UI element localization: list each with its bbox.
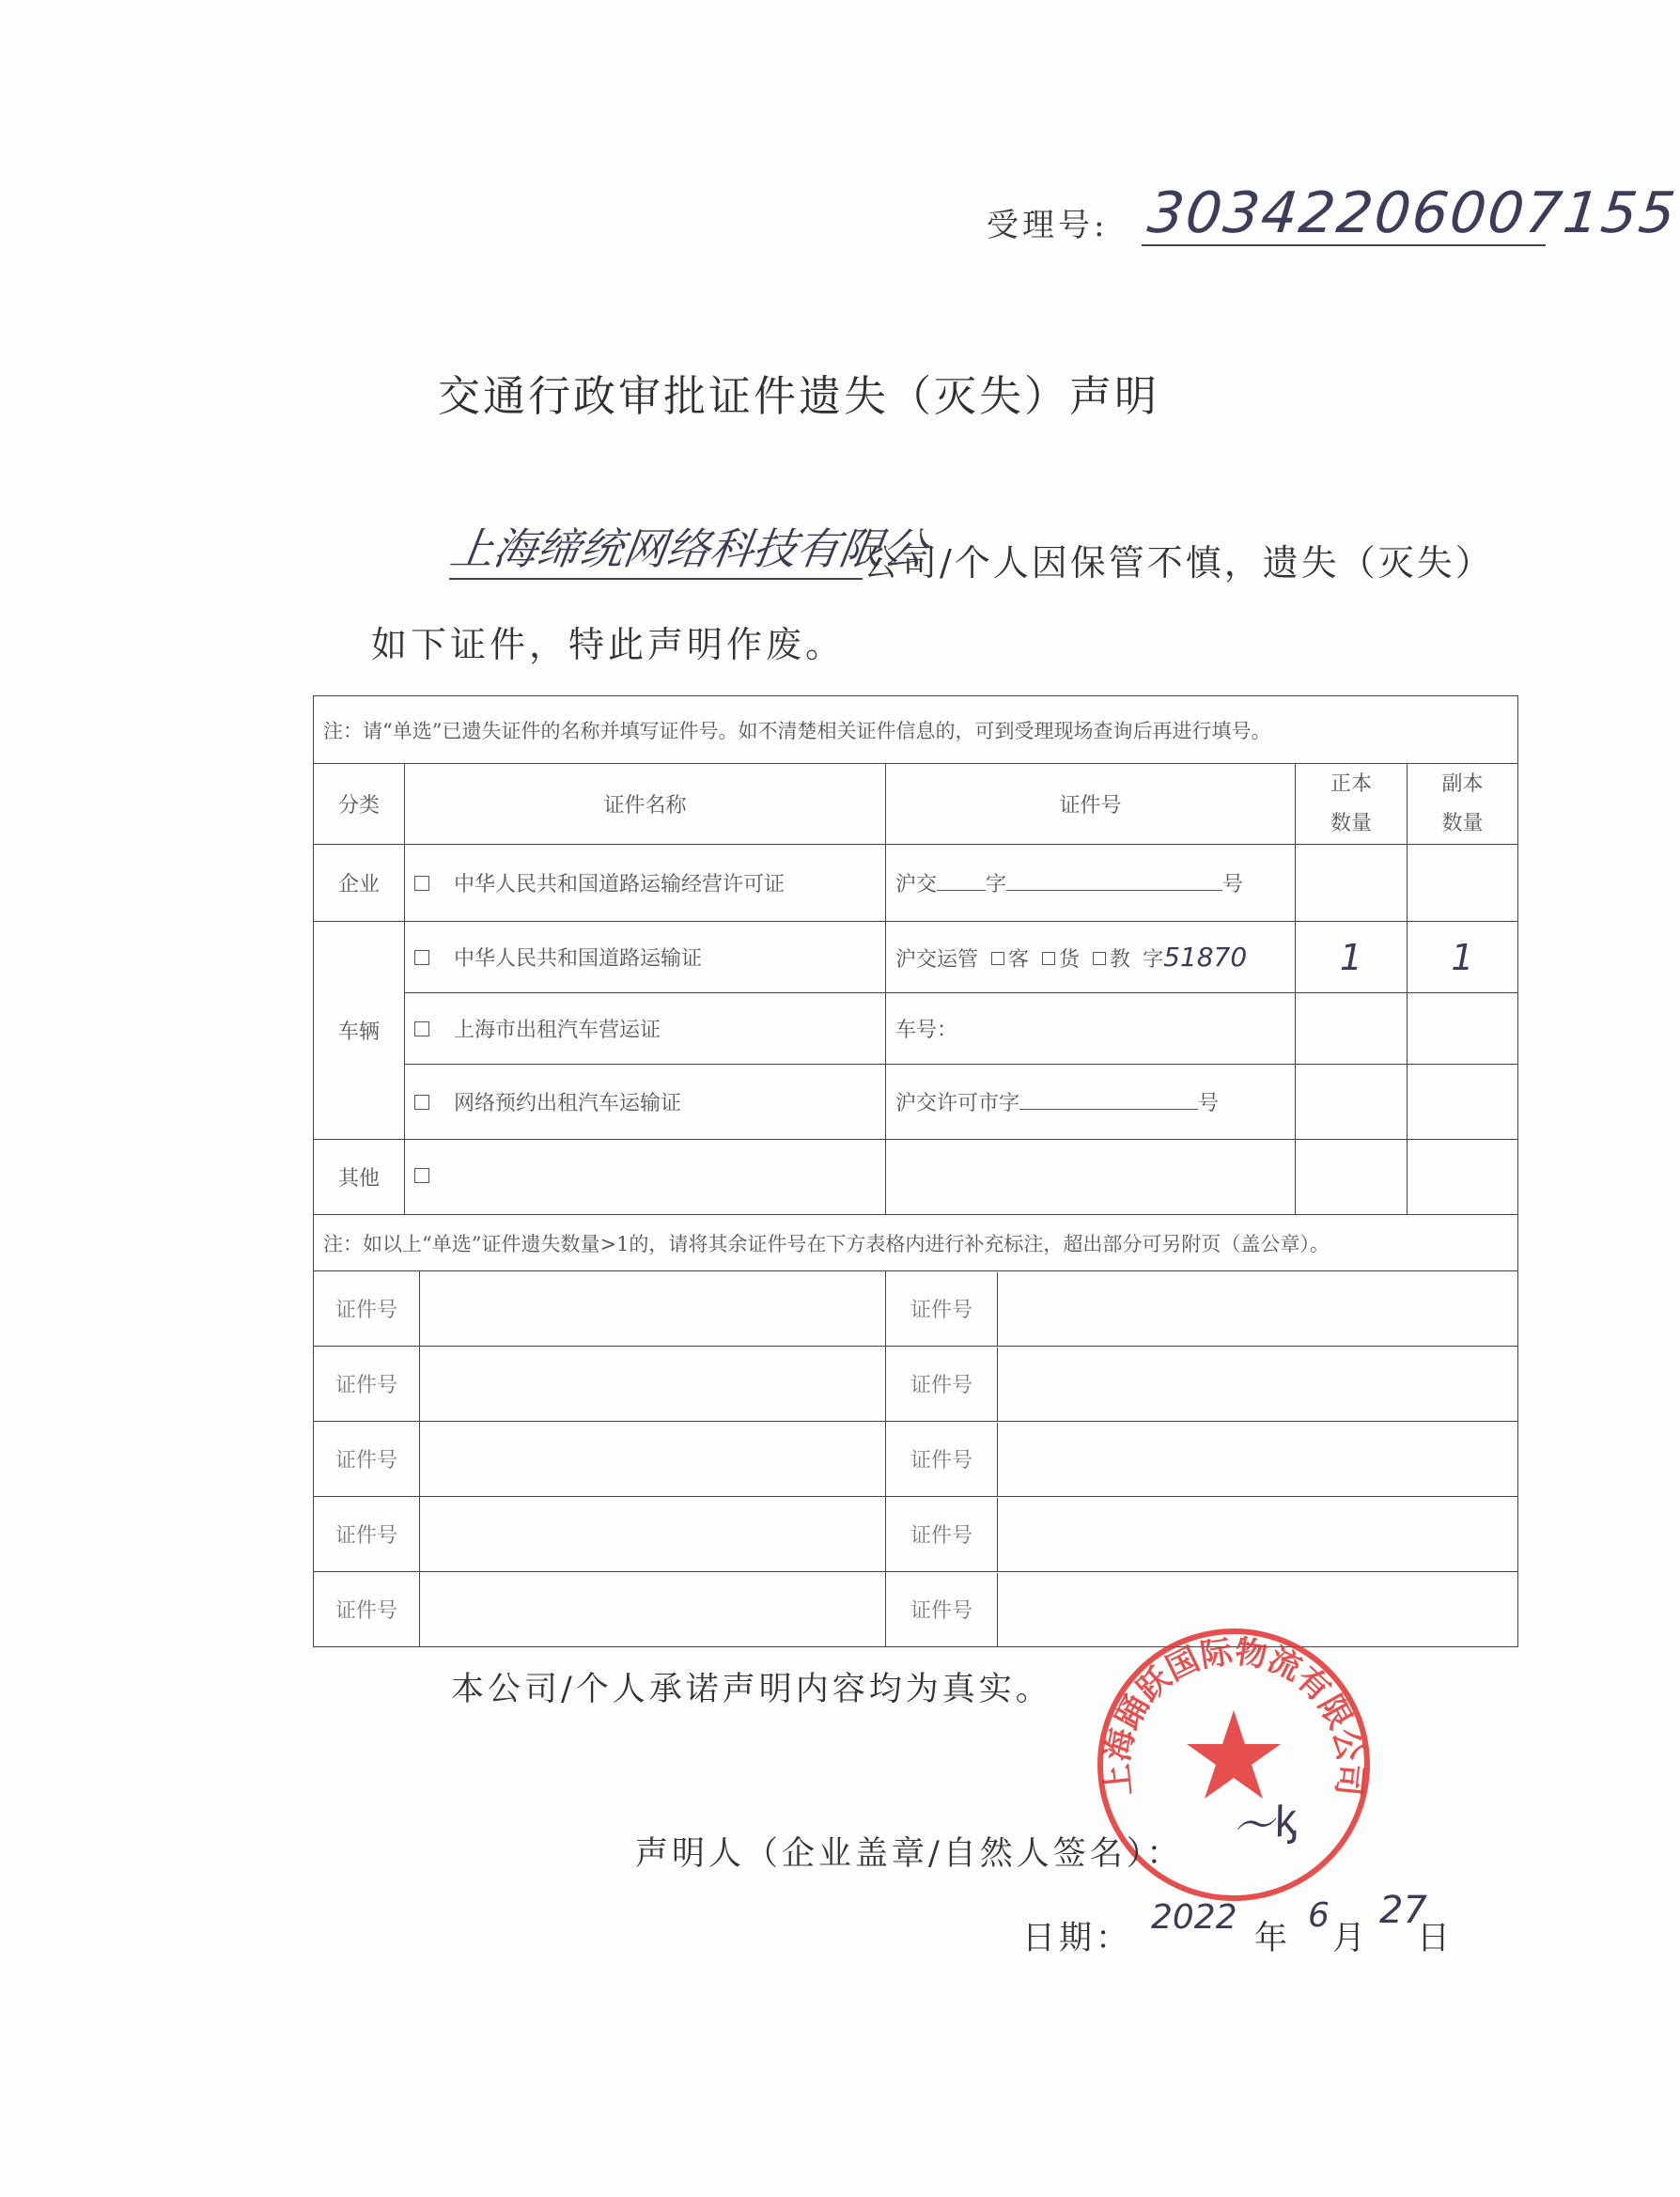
acceptance-number-label: 受理号: (987, 207, 1109, 244)
vehicle-row3-original-qty[interactable] (1296, 1065, 1408, 1140)
vehicle-row3-checkbox[interactable] (414, 1095, 429, 1110)
enterprise-cert-name-cell (405, 845, 886, 922)
enterprise-checkbox[interactable] (414, 876, 429, 891)
enterprise-no-blank-1[interactable] (937, 873, 986, 891)
commitment-statement: 本公司/个人承诺声明内容均为真实。 (451, 1671, 1052, 1708)
vehicle-row2-no-cell[interactable] (886, 993, 1296, 1065)
vehicle-row3-no-blank[interactable] (1019, 1092, 1198, 1110)
supp-field[interactable] (420, 1497, 886, 1572)
enterprise-no-suffix: 号 (1222, 873, 1244, 896)
supp-field[interactable] (420, 1422, 886, 1497)
supp-field[interactable] (998, 1423, 1517, 1496)
supp-field[interactable] (998, 1498, 1517, 1571)
date-month-unit: 月 (1332, 1920, 1366, 1957)
other-checkbox[interactable] (414, 1168, 429, 1183)
vehicle-row2-no-label: 车号： (895, 1019, 958, 1042)
declaration-line-2: 如下证件，特此声明作废。 (371, 624, 846, 665)
declaration-line-1 (449, 534, 1494, 585)
vehicle-row3-copy-qty[interactable] (1408, 1065, 1518, 1140)
table-note-top: 注：请“单选”已遗失证件的名称并填写证件号。如不清楚相关证件信息的，可到受理现场查询后再进行填号。 (314, 696, 1518, 764)
supp-label: 证件号 (314, 1572, 420, 1647)
lost-certificate-table (313, 695, 1518, 1647)
header-category: 分类 (314, 764, 405, 845)
date-label: 日期： (1022, 1920, 1133, 1957)
document-title: 交通行政审批证件遗失（灭失）声明 (437, 371, 1159, 421)
supp-label: 证件号 (886, 1423, 998, 1496)
date-day-handwritten: 27 (1379, 1889, 1427, 1932)
other-no-cell[interactable] (886, 1140, 1296, 1215)
signer-label: 声明人（企业盖章/自然人签名）： (635, 1835, 1184, 1873)
acceptance-number-value: 30342206007155 (1144, 180, 1680, 246)
declaration-line-1-text: 公司/个人因保管不慎，遗失（灭失） (863, 542, 1494, 584)
cargo-label: 货 (1059, 948, 1081, 972)
other-name-cell (405, 1140, 886, 1215)
supp-label: 证件号 (886, 1498, 998, 1571)
vehicle-row1-original-qty-value: 1 (1339, 936, 1363, 978)
vehicle-row3-no-cell (886, 1065, 1296, 1140)
vehicle-row2-name-cell (405, 993, 886, 1065)
teach-label: 教 (1110, 948, 1131, 972)
supp-label: 证件号 (886, 1573, 998, 1646)
vehicle-row1-copy-qty[interactable] (1408, 922, 1518, 993)
supp-label: 证件号 (886, 1348, 998, 1421)
vehicle-row3-name-cell (405, 1065, 886, 1140)
enterprise-no-prefix: 沪交 (895, 873, 938, 896)
date-year-unit: 年 (1254, 1920, 1288, 1957)
supp-field[interactable] (998, 1348, 1517, 1421)
supp-right-cell (886, 1497, 1518, 1572)
header-original-qty: 正本数量 (1296, 764, 1408, 845)
vehicle-row1-zi: 字 (1143, 948, 1164, 972)
supp-field[interactable] (420, 1572, 886, 1647)
supp-label: 证件号 (314, 1271, 420, 1347)
category-enterprise: 企业 (314, 845, 405, 922)
vehicle-row1-no-cell (886, 922, 1296, 993)
seal-star-icon (1187, 1710, 1281, 1799)
handwritten-signature: ～ᶄ (1227, 1793, 1300, 1855)
vehicle-row1-name-cell (405, 922, 886, 993)
company-name-handwritten: 上海缔统网络科技有限公 (446, 523, 930, 574)
vehicle-row3-no-suffix: 号 (1198, 1092, 1220, 1115)
supp-field[interactable] (420, 1347, 886, 1422)
cargo-checkbox[interactable] (1042, 952, 1055, 965)
vehicle-row1-checkbox[interactable] (414, 950, 429, 965)
teach-checkbox[interactable] (1093, 952, 1106, 965)
enterprise-original-qty[interactable] (1296, 845, 1408, 922)
vehicle-row1-copy-qty-value: 1 (1451, 936, 1474, 978)
supp-label: 证件号 (886, 1272, 998, 1346)
seal-text: 上海踊跃国际物流有限公司 (1098, 1632, 1369, 1798)
enterprise-copy-qty[interactable] (1408, 845, 1518, 922)
category-vehicle: 车辆 (314, 922, 405, 1140)
date-day-unit: 日 (1417, 1920, 1451, 1957)
vehicle-row1-no-prefix: 沪交运管 (895, 948, 979, 972)
date-year-handwritten: 2022 (1151, 1898, 1237, 1937)
vehicle-row2-name: 上海市出租汽车营运证 (454, 1019, 661, 1042)
passenger-label: 客 (1008, 948, 1030, 972)
date-month-handwritten: 6 (1308, 1896, 1330, 1935)
vehicle-row2-copy-qty[interactable] (1408, 993, 1518, 1065)
supp-right-cell (886, 1422, 1518, 1497)
vehicle-row1-original-qty[interactable] (1296, 922, 1408, 993)
category-other: 其他 (314, 1140, 405, 1215)
enterprise-cert-name: 中华人民共和国道路运输经营许可证 (454, 873, 786, 896)
enterprise-cert-no-cell (886, 845, 1296, 922)
vehicle-row3-name: 网络预约出租汽车运输证 (454, 1092, 682, 1115)
header-cert-no: 证件号 (886, 764, 1296, 845)
supp-label: 证件号 (314, 1422, 420, 1497)
supp-right-cell (886, 1347, 1518, 1422)
vehicle-row1-name: 中华人民共和国道路运输证 (454, 947, 703, 971)
other-copy-qty[interactable] (1408, 1140, 1518, 1215)
enterprise-no-blank-2[interactable] (1006, 873, 1222, 891)
vehicle-row2-original-qty[interactable] (1296, 993, 1408, 1065)
supp-label: 证件号 (314, 1347, 420, 1422)
vehicle-row1-handwritten-no: 51870 (1163, 942, 1248, 973)
enterprise-no-mid: 字 (986, 873, 1007, 896)
supp-label: 证件号 (314, 1497, 420, 1572)
supp-field[interactable] (420, 1271, 886, 1347)
header-copy-qty: 副本数量 (1408, 764, 1518, 845)
table-note-bottom: 注：如以上“单选”证件遗失数量>1的，请将其余证件号在下方表格内进行补充标注，超出部分可另附页（盖公章）。 (314, 1215, 1518, 1271)
acceptance-number-underline (1142, 244, 1546, 246)
supp-field[interactable] (998, 1272, 1517, 1346)
supp-right-cell (886, 1271, 1518, 1347)
vehicle-row2-checkbox[interactable] (414, 1021, 429, 1036)
other-original-qty[interactable] (1296, 1140, 1408, 1215)
vehicle-row3-no-prefix: 沪交许可市字 (895, 1092, 1020, 1115)
header-cert-name: 证件名称 (405, 764, 886, 845)
passenger-checkbox[interactable] (991, 952, 1004, 965)
